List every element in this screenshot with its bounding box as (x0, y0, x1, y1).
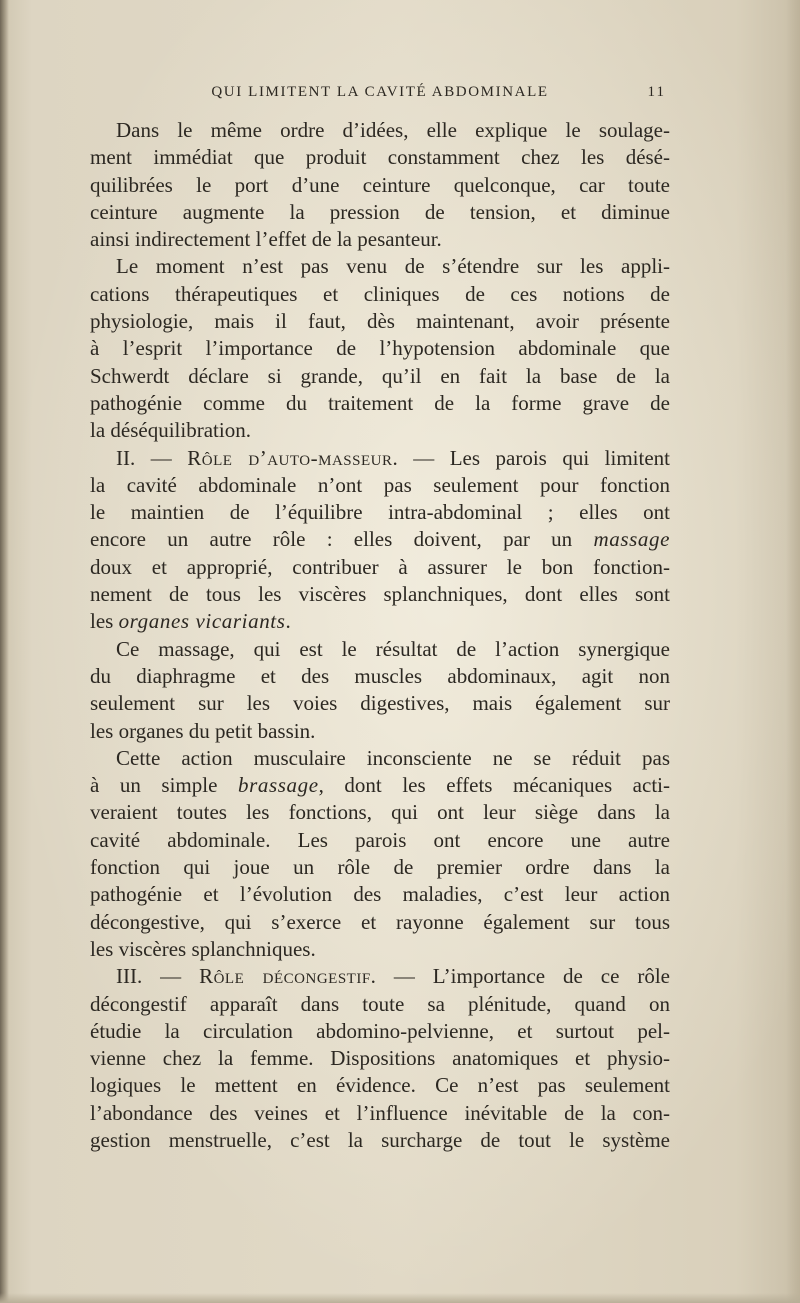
section-title: Rôle d’auto-masseur (187, 445, 393, 470)
page-binding-edge (0, 0, 9, 1303)
text-line: cations thérapeutiques et cliniques de ces notions de (90, 281, 670, 306)
text-line: Dans le même ordre d’idées, elle explique le soulage- (116, 118, 670, 142)
text-line: pathogénie et l’évolution des maladies, c’est leur action (90, 882, 670, 907)
text-line: décongestif apparaît dans toute sa plénitude, quand on (90, 991, 670, 1016)
text-line: le maintien de l’équilibre intra-abdominal ; elles ont (90, 500, 670, 525)
text-line: ment immédiat que produit constamment chez les désé- (90, 145, 670, 170)
text-line: ceinture augmente la pression de tension, et diminue (90, 199, 670, 224)
text-line: pathogénie comme du traitement de la forme grave de (90, 390, 670, 415)
text-line: les organes vicariants. (90, 609, 291, 634)
text-line: à un simple brassage, dont les effets mécaniques acti- (90, 773, 670, 798)
text-line: logiques le mettent en évidence. Ce n’est pas seulement (90, 1073, 670, 1098)
section-number: III. — (116, 964, 200, 989)
section-number: II. — (116, 445, 188, 470)
text-line: à l’esprit l’importance de l’hypotension abdominale que (90, 336, 670, 361)
text-line: les viscères splanchniques. (90, 936, 316, 961)
text-line: Schwerdt déclare si grande, qu’il en fait la base de la (90, 363, 670, 388)
page-bottom-edge (0, 1293, 800, 1303)
text-line: la déséquilibration. (90, 418, 251, 443)
emphasis: massage (593, 527, 670, 552)
text-line: les organes du petit bassin. (90, 718, 316, 743)
section-heading-line (90, 445, 670, 472)
text-line: Le moment n’est pas venu de s’étendre sur les appli- (116, 254, 670, 279)
text-line: veraient toutes les fonctions, qui ont leur siège dans la (90, 800, 670, 825)
text-line: Ce massage, qui est le résultat de l’action synergique (116, 636, 670, 661)
text-line: décongestive, qui s’exerce et rayonne également sur tous (90, 909, 670, 934)
emphasis: organes vicariants (118, 609, 286, 634)
text-line: encore un autre rôle : elles doivent, par un massage (90, 527, 670, 552)
section-title: Rôle décongestif (199, 964, 371, 989)
text-line: fonction qui joue un rôle de premier ordre dans la (90, 855, 670, 880)
section-lead-text: . — Les parois qui limitent (392, 445, 670, 470)
text-line: Cette action musculaire inconsciente ne se réduit pas (116, 745, 670, 770)
text-line: physiologie, mais il faut, dès maintenant, avoir présente (90, 309, 670, 334)
text-line: la cavité abdominale n’ont pas seulement pour fonction (90, 472, 670, 497)
text-line: du diaphragme et des muscles abdominaux, agit non (90, 663, 670, 688)
running-header (90, 80, 670, 106)
section-heading-line (90, 963, 670, 990)
section-lead-text: . — L’importance de ce rôle (370, 964, 670, 989)
text-line: quilibrées le port d’une ceinture quelconque, car toute (90, 172, 670, 197)
emphasis: brassage (237, 773, 319, 798)
text-line: doux et approprié, contribuer à assurer le bon fonction- (90, 554, 670, 579)
text-line: étudie la circulation abdomino-pelvienne, et surtout pel- (90, 1018, 670, 1043)
text-line: seulement sur les voies digestives, mais également sur (90, 691, 670, 716)
page-right-edge (786, 0, 800, 1303)
text-line: l’abondance des veines et l’influence inévitable de la con- (90, 1100, 670, 1125)
text-line: nement de tous les viscères splanchniques, dont elles sont (90, 582, 670, 607)
running-title: QUI LIMITENT LA CAVITÉ ABDOMINALE (211, 84, 549, 100)
text-line: vienne chez la femme. Dispositions anatomiques et physio- (90, 1046, 670, 1071)
text-line: ainsi indirectement l’effet de la pesanteur. (90, 227, 442, 252)
page-number: 11 (647, 84, 666, 100)
text-line: cavité abdominale. Les parois ont encore une autre (90, 827, 670, 852)
text-line: gestion menstruelle, c’est la surcharge de tout le système (90, 1127, 670, 1152)
body-text (90, 117, 670, 1154)
